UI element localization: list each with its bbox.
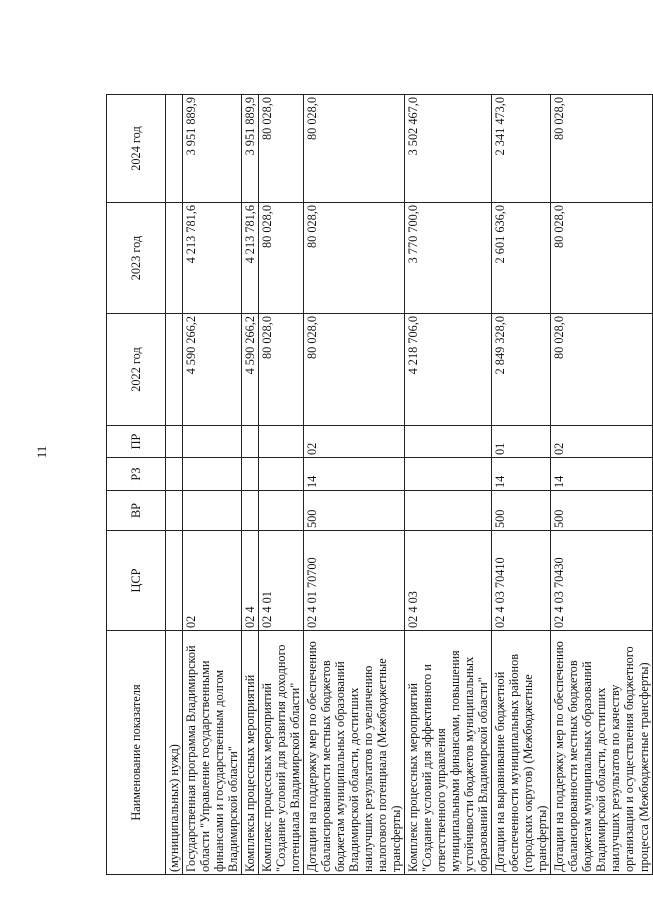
row-rz [259,458,304,491]
row-csr [166,531,183,631]
row-rz [166,458,183,491]
col-header-name: Наименование показателя [107,631,166,875]
row-vr [242,491,259,531]
row-2023: 80 028,0 [259,203,304,314]
col-header-csr: ЦСР [107,531,166,631]
row-vr [183,491,242,531]
row-pr: 01 [492,426,551,458]
row-pr: 02 [551,426,652,458]
row-2024 [166,95,183,203]
table-row [259,95,304,875]
row-2022: 4 590 266,2 [183,314,242,426]
col-header-vr: ВР [107,491,166,531]
row-name: Дотации на выравнивание бюджетной обеспеченности муниципальных районов (городских округов) (Межбюджетные трансферты) [492,631,551,875]
col-header-2023: 2023 год [107,203,166,314]
row-name: Дотации на поддержку мер по обеспечению сбалансированности местных бюджетов бюджетам муниципальных образований Владимирской области, достигших наилучших результатов по качеству организации и осуществления бюджетного процесса (Межбюджетные трансферты) [551,631,652,875]
row-2022: 4 218 706,0 [405,314,492,426]
row-rz [405,458,492,491]
row-csr: 02 4 03 [405,531,492,631]
row-csr: 02 4 03 70430 [551,531,652,631]
page-number: 11 [34,445,49,459]
budget-table [106,94,653,875]
row-name: Комплексы процессных мероприятий [242,631,259,875]
row-2022: 4 590 266,2 [242,314,259,426]
row-name: Комплекс процессных мероприятий "Создание условий для эффективного и ответственного управления муниципальными финансами, повышения устойчивости бюджетов муниципальных образований Владимирской области" [405,631,492,875]
row-pr: 02 [304,426,405,458]
row-name: (муниципальных) нужд) [166,631,183,875]
row-csr: 02 4 01 [259,531,304,631]
row-2024: 3 502 467,0 [405,95,492,203]
row-2023: 80 028,0 [551,203,652,314]
table-row [405,95,492,875]
row-2023: 80 028,0 [304,203,405,314]
row-pr [183,426,242,458]
table-row [492,95,551,875]
row-2024: 3 951 889,9 [242,95,259,203]
col-header-pr: ПР [107,426,166,458]
row-pr [242,426,259,458]
table-row [304,95,405,875]
row-pr [405,426,492,458]
row-rz: 14 [492,458,551,491]
row-vr [166,491,183,531]
row-name: Дотации на поддержку мер по обеспечению сбалансированности местных бюджетов бюджетам муниципальных образований Владимирской области, достигших наилучших результатов по увеличению налогового потенциала (Межбюджетные трансферты) [304,631,405,875]
row-rz [242,458,259,491]
row-2024: 80 028,0 [551,95,652,203]
row-vr [405,491,492,531]
header-row [107,95,166,875]
row-vr: 500 [492,491,551,531]
row-rz [183,458,242,491]
table-row [183,95,242,875]
table-row [166,95,183,875]
row-2022 [166,314,183,426]
row-2024: 3 951 889,9 [183,95,242,203]
row-2022: 80 028,0 [304,314,405,426]
table-row [242,95,259,875]
row-2024: 80 028,0 [304,95,405,203]
row-csr: 02 4 01 70700 [304,531,405,631]
row-csr: 02 [183,531,242,631]
row-rz: 14 [304,458,405,491]
row-2024: 80 028,0 [259,95,304,203]
row-rz: 14 [551,458,652,491]
col-header-2022: 2022 год [107,314,166,426]
row-csr: 02 4 [242,531,259,631]
row-name: Государственная программа Владимирской области "Управление государственными финансами и государственным долгом Владимирской области" [183,631,242,875]
budget-table-container [106,95,651,875]
row-csr: 02 4 03 70410 [492,531,551,631]
row-2024: 2 341 473,0 [492,95,551,203]
table-row [551,95,652,875]
row-vr: 500 [551,491,652,531]
row-2023 [166,203,183,314]
row-2022: 80 028,0 [259,314,304,426]
row-2023: 2 601 636,0 [492,203,551,314]
row-vr [259,491,304,531]
row-name: Комплекс процессных мероприятий "Создание условий для развития доходного потенциала Владимирской области" [259,631,304,875]
row-2022: 2 849 328,0 [492,314,551,426]
row-2023: 4 213 781,6 [183,203,242,314]
col-header-2024: 2024 год [107,95,166,203]
row-2023: 3 770 700,0 [405,203,492,314]
row-2023: 4 213 781,6 [242,203,259,314]
row-pr [166,426,183,458]
row-vr: 500 [304,491,405,531]
row-2022: 80 028,0 [551,314,652,426]
col-header-rz: РЗ [107,458,166,491]
row-pr [259,426,304,458]
